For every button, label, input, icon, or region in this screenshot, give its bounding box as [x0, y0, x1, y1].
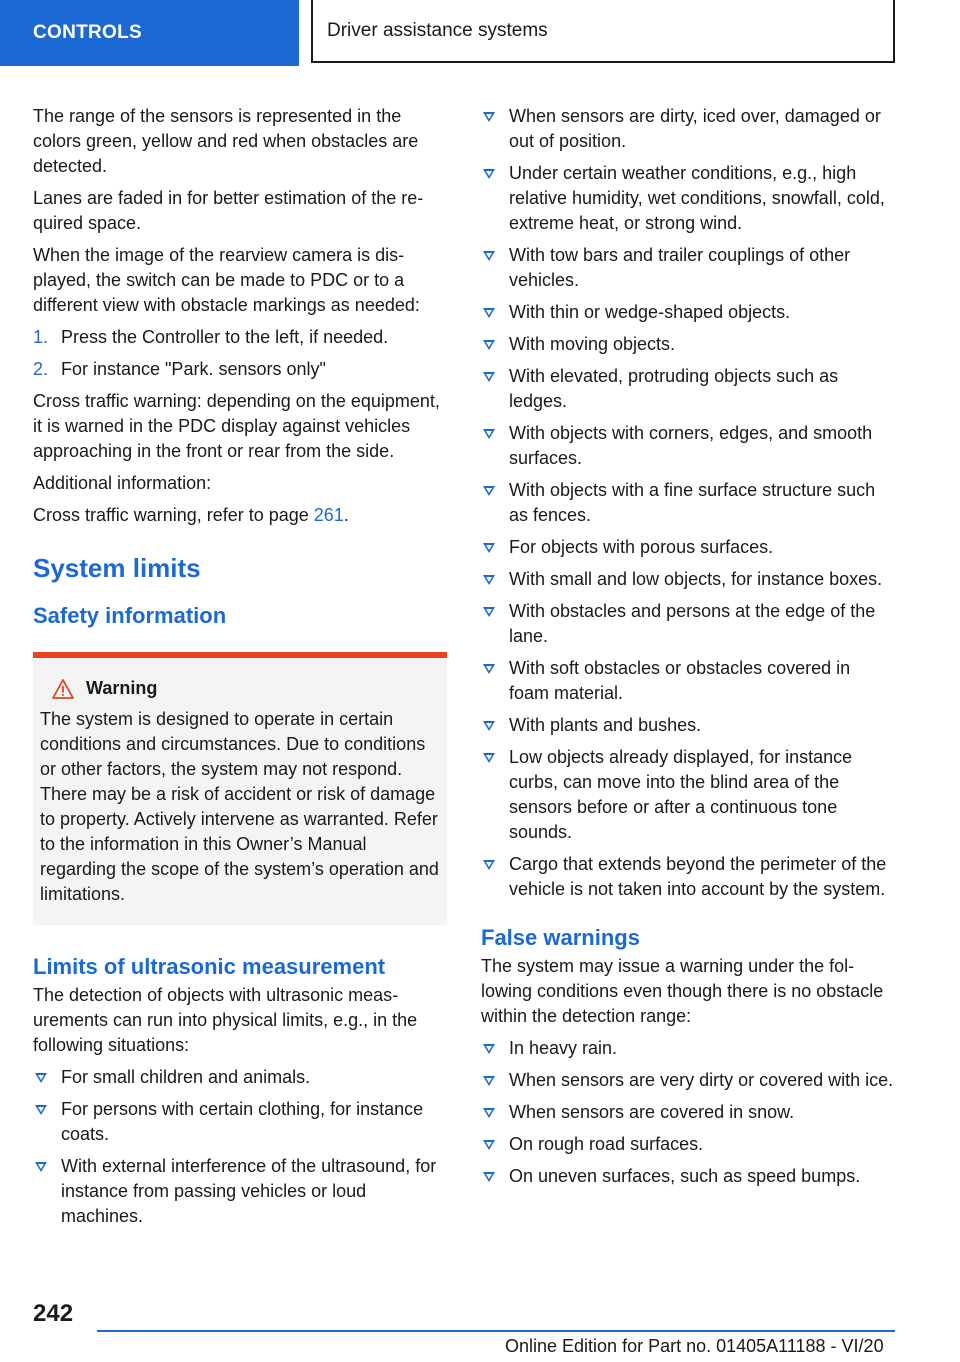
bullet-list-false-warnings	[481, 1036, 895, 1189]
list-item	[481, 852, 895, 902]
step-number: 2.	[33, 359, 49, 379]
bullet-list	[33, 1065, 447, 1229]
list-item-text: Low objects already displayed, for instance curbs, can move into the blind area of the sensors before or after a continuous tone sounds.	[509, 747, 853, 842]
list-item	[481, 1132, 895, 1157]
paragraph: Cross traffic warning: depending on the equipment, it is warned in the PDC display against vehicles approaching in the front or rear from the side.	[33, 391, 440, 461]
list-item-text: For persons with certain clothing, for instance coats.	[61, 1099, 424, 1144]
page-header	[0, 0, 960, 66]
list-item	[481, 161, 895, 236]
paragraph: The detection of objects with ultrasonic measurements can run into physical limits, e.g., in the following situations:	[33, 985, 418, 1055]
list-item-text: In heavy rain.	[509, 1038, 618, 1058]
bullet-triangle-icon	[483, 607, 495, 617]
step-number: 1.	[33, 327, 49, 347]
list-item-text: For small children and animals.	[61, 1067, 311, 1087]
bullet-triangle-icon	[483, 1140, 495, 1150]
list-item	[33, 1154, 447, 1229]
list-item-text: With objects with a fine surface structure such as fences.	[509, 480, 876, 525]
bullet-triangle-icon	[483, 543, 495, 553]
list-item-text: When sensors are covered in snow.	[509, 1102, 795, 1122]
list-item	[481, 1100, 895, 1125]
bullet-triangle-icon	[483, 753, 495, 763]
paragraph-cross-ref	[33, 503, 447, 528]
list-item-text: With elevated, protruding objects such as ledges.	[509, 366, 839, 411]
step-item	[33, 325, 447, 350]
right-column	[481, 104, 895, 1196]
bullet-triangle-icon	[483, 1108, 495, 1118]
heading-ultrasonic-limits: Limits of ultrasonic measurement	[33, 954, 386, 979]
list-item-text: With small and low objects, for instance boxes.	[509, 569, 883, 589]
bullet-triangle-icon	[483, 721, 495, 731]
bullet-triangle-icon	[483, 429, 495, 439]
warning-title: Warning	[86, 678, 158, 698]
left-column	[33, 104, 447, 1236]
list-item	[481, 713, 895, 738]
list-item	[481, 1036, 895, 1061]
list-item	[33, 1065, 447, 1090]
warning-box	[33, 652, 447, 925]
bullet-triangle-icon	[483, 1076, 495, 1086]
bullet-triangle-icon	[483, 340, 495, 350]
list-item-text: With thin or wedge-shaped objects.	[509, 302, 791, 322]
list-item	[33, 1097, 447, 1147]
bullet-triangle-icon	[483, 486, 495, 496]
heading-system-limits: System limits	[33, 553, 201, 583]
bullet-list	[481, 104, 895, 902]
step-list	[33, 325, 447, 382]
chapter-title: Driver assistance systems	[311, 0, 895, 63]
list-item	[481, 104, 895, 154]
paragraph: The system may issue a warning under the following conditions even though there is no obstacle within the detection range:	[481, 956, 884, 1026]
list-item	[481, 567, 895, 592]
heading-false-warnings: False warnings	[481, 925, 640, 950]
list-item-text: Under certain weather conditions, e.g., high relative humidity, wet conditions, snowfall, cold, extreme heat, or strong wind.	[509, 163, 885, 233]
bullet-triangle-icon	[483, 1044, 495, 1054]
list-item-text: When sensors are dirty, iced over, damaged or out of position.	[509, 106, 881, 151]
bullet-triangle-icon	[483, 860, 495, 870]
list-item	[481, 243, 895, 293]
list-item-text: On uneven surfaces, such as speed bumps.	[509, 1166, 861, 1186]
list-item-text: On rough road surfaces.	[509, 1134, 704, 1154]
paragraph: Additional information:	[33, 473, 212, 493]
list-item-text: For objects with porous surfaces.	[509, 537, 774, 557]
step-item	[33, 357, 447, 382]
list-item	[481, 535, 895, 560]
list-item	[481, 745, 895, 845]
list-item-text: With external interference of the ultrasound, for instance from passing vehicles or loud machines.	[61, 1156, 437, 1226]
list-item-text: With tow bars and trailer couplings of other vehicles.	[509, 245, 851, 290]
edition-note: Online Edition for Part no. 01405A11188 - VI/20	[505, 1336, 884, 1356]
bullet-triangle-icon	[483, 575, 495, 585]
paragraph: The range of the sensors is represented in the colors green, yellow and red when obstacles are detected.	[33, 106, 419, 176]
list-item-text: With objects with corners, edges, and smooth surfaces.	[509, 423, 873, 468]
list-item-text: With soft obstacles or obstacles covered in foam material.	[509, 658, 851, 703]
list-item	[481, 421, 895, 471]
list-item	[481, 300, 895, 325]
warning-title-row	[40, 676, 440, 701]
heading-safety-information: Safety information	[33, 603, 227, 628]
paragraph: When the image of the rearview camera is displayed, the switch can be made to PDC or to a different view with obstacle markings as needed:	[33, 245, 420, 315]
bullet-triangle-icon	[483, 1172, 495, 1182]
list-item	[481, 1068, 895, 1093]
list-item	[481, 332, 895, 357]
bullet-triangle-icon	[35, 1162, 47, 1172]
bullet-triangle-icon	[483, 664, 495, 674]
list-item	[481, 364, 895, 414]
bullet-triangle-icon	[35, 1073, 47, 1083]
paragraph: Lanes are faded in for better estimation of the required space.	[33, 188, 424, 233]
page-number: 242	[33, 1300, 74, 1327]
page-link-261[interactable]: 261	[313, 505, 344, 525]
list-item	[481, 599, 895, 649]
step-text: For instance "Park. sensors only"	[61, 359, 326, 379]
cross-ref-suffix: .	[343, 505, 349, 525]
step-text: Press the Controller to the left, if needed.	[61, 327, 389, 347]
warning-text: The system is designed to operate in certain conditions and circumstances. Due to conditions or other factors, the system may not respond. There may be a risk of accident or risk of damage to property. Actively intervene as warranted. Refer to the information in this Owner’s Manual regarding the scope of the system’s operation and limitations.	[40, 709, 439, 904]
list-item-text: With moving objects.	[509, 334, 676, 354]
bullet-triangle-icon	[35, 1105, 47, 1115]
list-item-text: Cargo that extends beyond the perimeter of the vehicle is not taken into account by the system.	[509, 854, 887, 899]
bullet-triangle-icon	[483, 372, 495, 382]
list-item-text: With plants and bushes.	[509, 715, 702, 735]
list-item	[481, 478, 895, 528]
warning-triangle-icon	[52, 679, 74, 699]
list-item-text: When sensors are very dirty or covered with ice.	[509, 1070, 894, 1090]
bullet-triangle-icon	[483, 169, 495, 179]
section-tab[interactable]: CONTROLS	[0, 0, 299, 66]
list-item	[481, 656, 895, 706]
footer-divider	[97, 1330, 895, 1332]
bullet-triangle-icon	[483, 112, 495, 122]
bullet-triangle-icon	[483, 308, 495, 318]
bullet-triangle-icon	[483, 251, 495, 261]
list-item-text: With obstacles and persons at the edge of the lane.	[509, 601, 876, 646]
cross-ref-prefix: Cross traffic warning, refer to page	[33, 505, 314, 525]
list-item	[481, 1164, 895, 1189]
